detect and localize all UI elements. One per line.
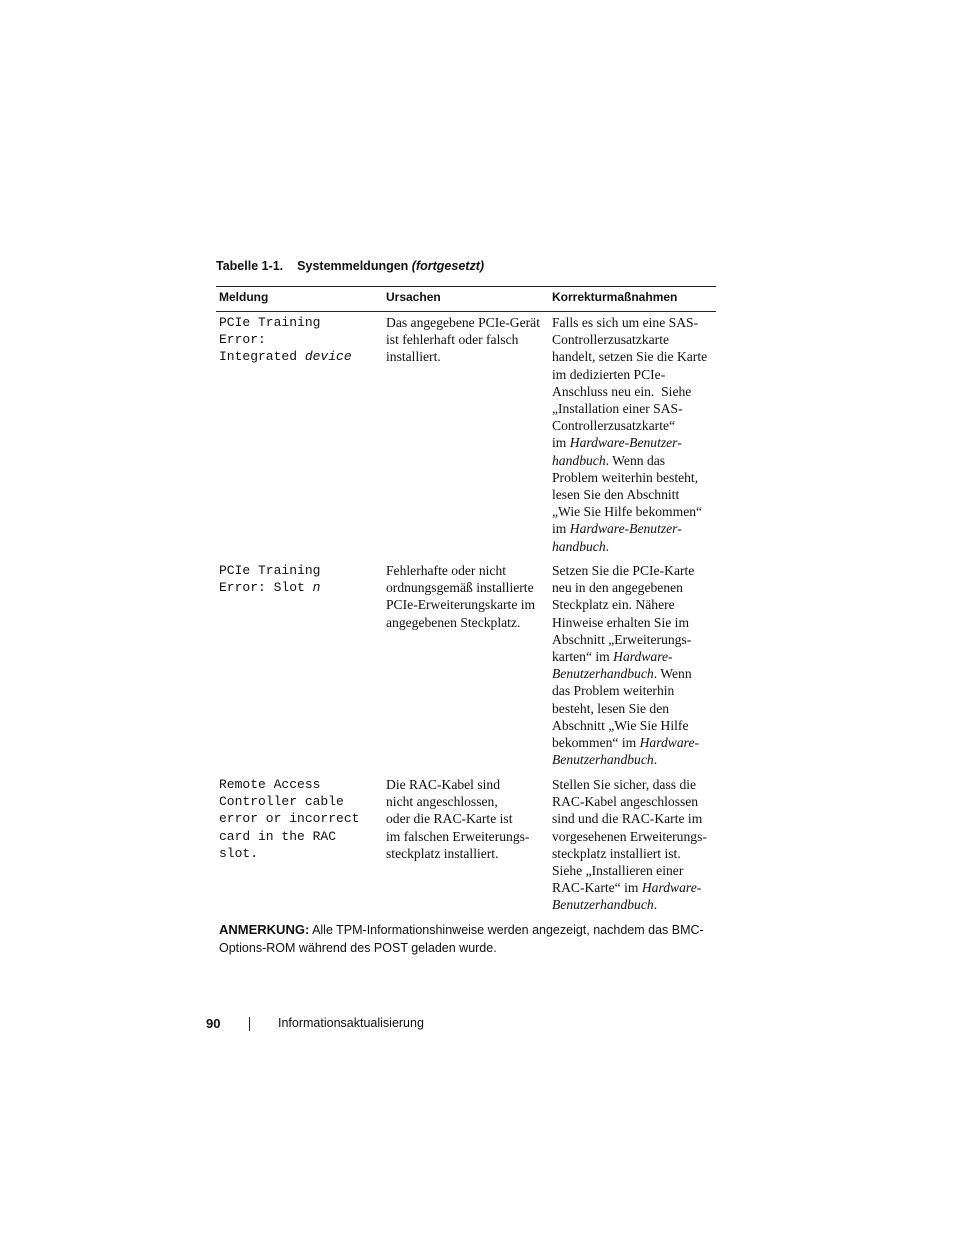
table-continued: (fortgesetzt) bbox=[411, 259, 485, 273]
footer-section-title: Informationsaktualisierung bbox=[278, 1016, 424, 1030]
note-text-line-2: Options-ROM während des POST geladen wurde. bbox=[219, 941, 497, 955]
column-header-ursachen: Ursachen bbox=[386, 290, 441, 304]
manual-reference: handbuch bbox=[552, 538, 606, 554]
table-title: Systemmeldungen bbox=[297, 259, 409, 273]
manual-reference: Hardware- bbox=[613, 649, 673, 665]
table-row-3-cause: Die RAC-Kabel sind nicht angeschlossen, oder die RAC-Karte ist im falschen Erweiterungs- steckplatz installiert. bbox=[386, 777, 530, 861]
column-header-korrekturmassnahmen: Korrekturmaßnahmen bbox=[552, 290, 678, 304]
table-row-1-action: Falls es sich um eine SAS- Controllerzusatzkarte handelt, setzen Sie die Karte im dedizierten PCIe- Anschluss neu ein. Siehe „Installation einer SAS- Controllerzusatzkarte“ im Hardware-Benutzer- handbuch. Wenn das Problem weiterhin besteht, lesen Sie den Abschnitt „Wie Sie Hilfe bekommen“ im Hardware-Benutzer- handbuch. bbox=[552, 315, 708, 554]
table-row-2-cause: Fehlerhafte oder nicht ordnungsgemäß installierte PCIe-Erweiterungskarte im angegebenen Steckplatz. bbox=[386, 563, 536, 630]
note-label: ANMERKUNG: bbox=[219, 922, 310, 937]
manual-reference: handbuch bbox=[552, 452, 606, 468]
table-row-1-cause: Das angegebene PCIe-Gerät ist fehlerhaft oder falsch installiert. bbox=[386, 315, 540, 365]
manual-reference: Hardware-Benutzer- bbox=[569, 521, 682, 537]
table-caption bbox=[216, 259, 484, 273]
table-header-rule bbox=[216, 311, 716, 312]
page-number: 90 bbox=[206, 1016, 221, 1031]
note bbox=[219, 921, 719, 957]
manual-reference: Hardware-Benutzer- bbox=[569, 435, 682, 451]
note-text-line-1: Alle TPM-Informationshinweise werden angezeigt, nachdem das BMC- bbox=[309, 923, 704, 937]
manual-reference: Hardware- bbox=[639, 735, 699, 751]
column-header-meldung: Meldung bbox=[219, 290, 269, 304]
table-row-2-action: Setzen Sie die PCIe-Karte neu in den angegebenen Steckplatz ein. Nähere Hinweise erhalten Sie im Abschnitt „Erweiterungs- karten“ im Hardware- Benutzerhandbuch. Wenn das Problem weiterhin besteht, lesen Sie den Abschnitt „Wie Sie Hilfe bekommen“ im Hardware- Benutzerhandbuch. bbox=[552, 563, 699, 768]
manual-reference: Benutzerhandbuch bbox=[552, 752, 654, 768]
table-label: Tabelle 1-1. bbox=[216, 259, 284, 273]
manual-reference: Benutzerhandbuch bbox=[552, 666, 654, 682]
manual-reference: Hardware- bbox=[641, 880, 702, 896]
footer-divider bbox=[249, 1017, 250, 1031]
table-row-3-message: Remote Access Controller cable error or incorrect card in the RAC slot. bbox=[219, 777, 360, 861]
table-row-1-message: PCIe Training Error: Integrated device bbox=[219, 315, 352, 365]
table-row-2-message: PCIe Training Error: Slot n bbox=[219, 563, 321, 596]
manual-reference: Benutzerhandbuch bbox=[552, 897, 654, 913]
table-row-3-action: Stellen Sie sicher, dass die RAC-Kabel angeschlossen sind und die RAC-Karte im vorgesehenen Erweiterungs- steckplatz installiert ist. Siehe „Installieren einer RAC-Karte“ im Hardware- Benutzerhandbuch. bbox=[552, 777, 707, 913]
table-top-rule bbox=[216, 286, 716, 287]
